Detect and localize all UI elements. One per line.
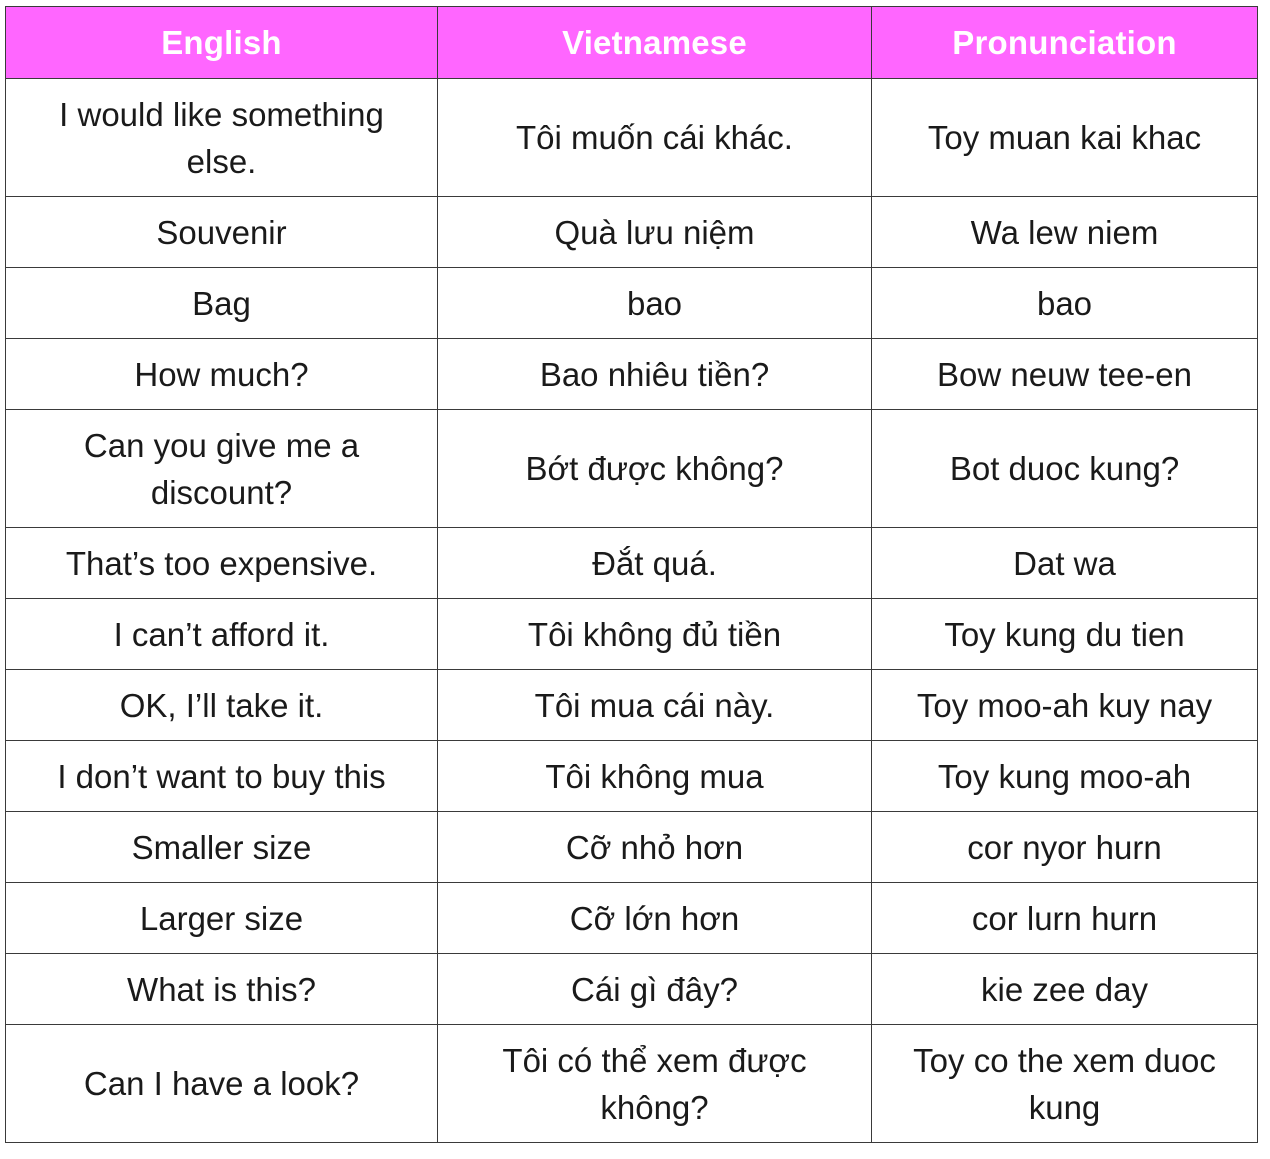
cell-vietnamese: Bao nhiêu tiền? [438,339,872,410]
cell-pronunciation: cor lurn hurn [872,883,1258,954]
cell-english: Smaller size [6,812,438,883]
cell-english: How much? [6,339,438,410]
cell-english: OK, I’ll take it. [6,670,438,741]
header-english: English [6,7,438,79]
cell-pronunciation: Toy co the xem duoc kung [872,1025,1258,1143]
cell-vietnamese: Cỡ nhỏ hơn [438,812,872,883]
cell-vietnamese: Tôi có thể xem được không? [438,1025,872,1143]
table-row [6,883,1258,954]
cell-vietnamese: Cỡ lớn hơn [438,883,872,954]
cell-pronunciation: Toy kung du tien [872,599,1258,670]
table-row [6,79,1258,197]
cell-english: That’s too expensive. [6,528,438,599]
cell-vietnamese: Quà lưu niệm [438,197,872,268]
cell-vietnamese: Tôi mua cái này. [438,670,872,741]
cell-english: I don’t want to buy this [6,741,438,812]
cell-vietnamese: Tôi muốn cái khác. [438,79,872,197]
table-row [6,410,1258,528]
cell-english: I would like something else. [6,79,438,197]
cell-pronunciation: Toy muan kai khac [872,79,1258,197]
cell-english: What is this? [6,954,438,1025]
table-header [6,7,1258,79]
cell-pronunciation: Dat wa [872,528,1258,599]
cell-pronunciation: cor nyor hurn [872,812,1258,883]
phrase-table [5,6,1258,1143]
cell-english: Souvenir [6,197,438,268]
cell-pronunciation: Bow neuw tee-en [872,339,1258,410]
cell-vietnamese: Đắt quá. [438,528,872,599]
table-row [6,197,1258,268]
cell-vietnamese: Tôi không đủ tiền [438,599,872,670]
cell-vietnamese: Cái gì đây? [438,954,872,1025]
phrase-table-container [5,6,1257,1143]
table-row [6,812,1258,883]
table-row [6,741,1258,812]
cell-pronunciation: kie zee day [872,954,1258,1025]
header-row [6,7,1258,79]
table-body [6,79,1258,1143]
table-row [6,670,1258,741]
cell-english: Bag [6,268,438,339]
table-row [6,954,1258,1025]
cell-vietnamese: Bớt được không? [438,410,872,528]
cell-pronunciation: Bot duoc kung? [872,410,1258,528]
table-row [6,599,1258,670]
cell-pronunciation: Toy kung moo-ah [872,741,1258,812]
cell-english: Can you give me a discount? [6,410,438,528]
cell-pronunciation: bao [872,268,1258,339]
cell-english: Can I have a look? [6,1025,438,1143]
cell-pronunciation: Toy moo-ah kuy nay [872,670,1258,741]
cell-pronunciation: Wa lew niem [872,197,1258,268]
cell-english: I can’t afford it. [6,599,438,670]
table-row [6,1025,1258,1143]
cell-vietnamese: Tôi không mua [438,741,872,812]
table-row [6,528,1258,599]
header-pronunciation: Pronunciation [872,7,1258,79]
cell-english: Larger size [6,883,438,954]
table-row [6,268,1258,339]
header-vietnamese: Vietnamese [438,7,872,79]
table-row [6,339,1258,410]
cell-vietnamese: bao [438,268,872,339]
